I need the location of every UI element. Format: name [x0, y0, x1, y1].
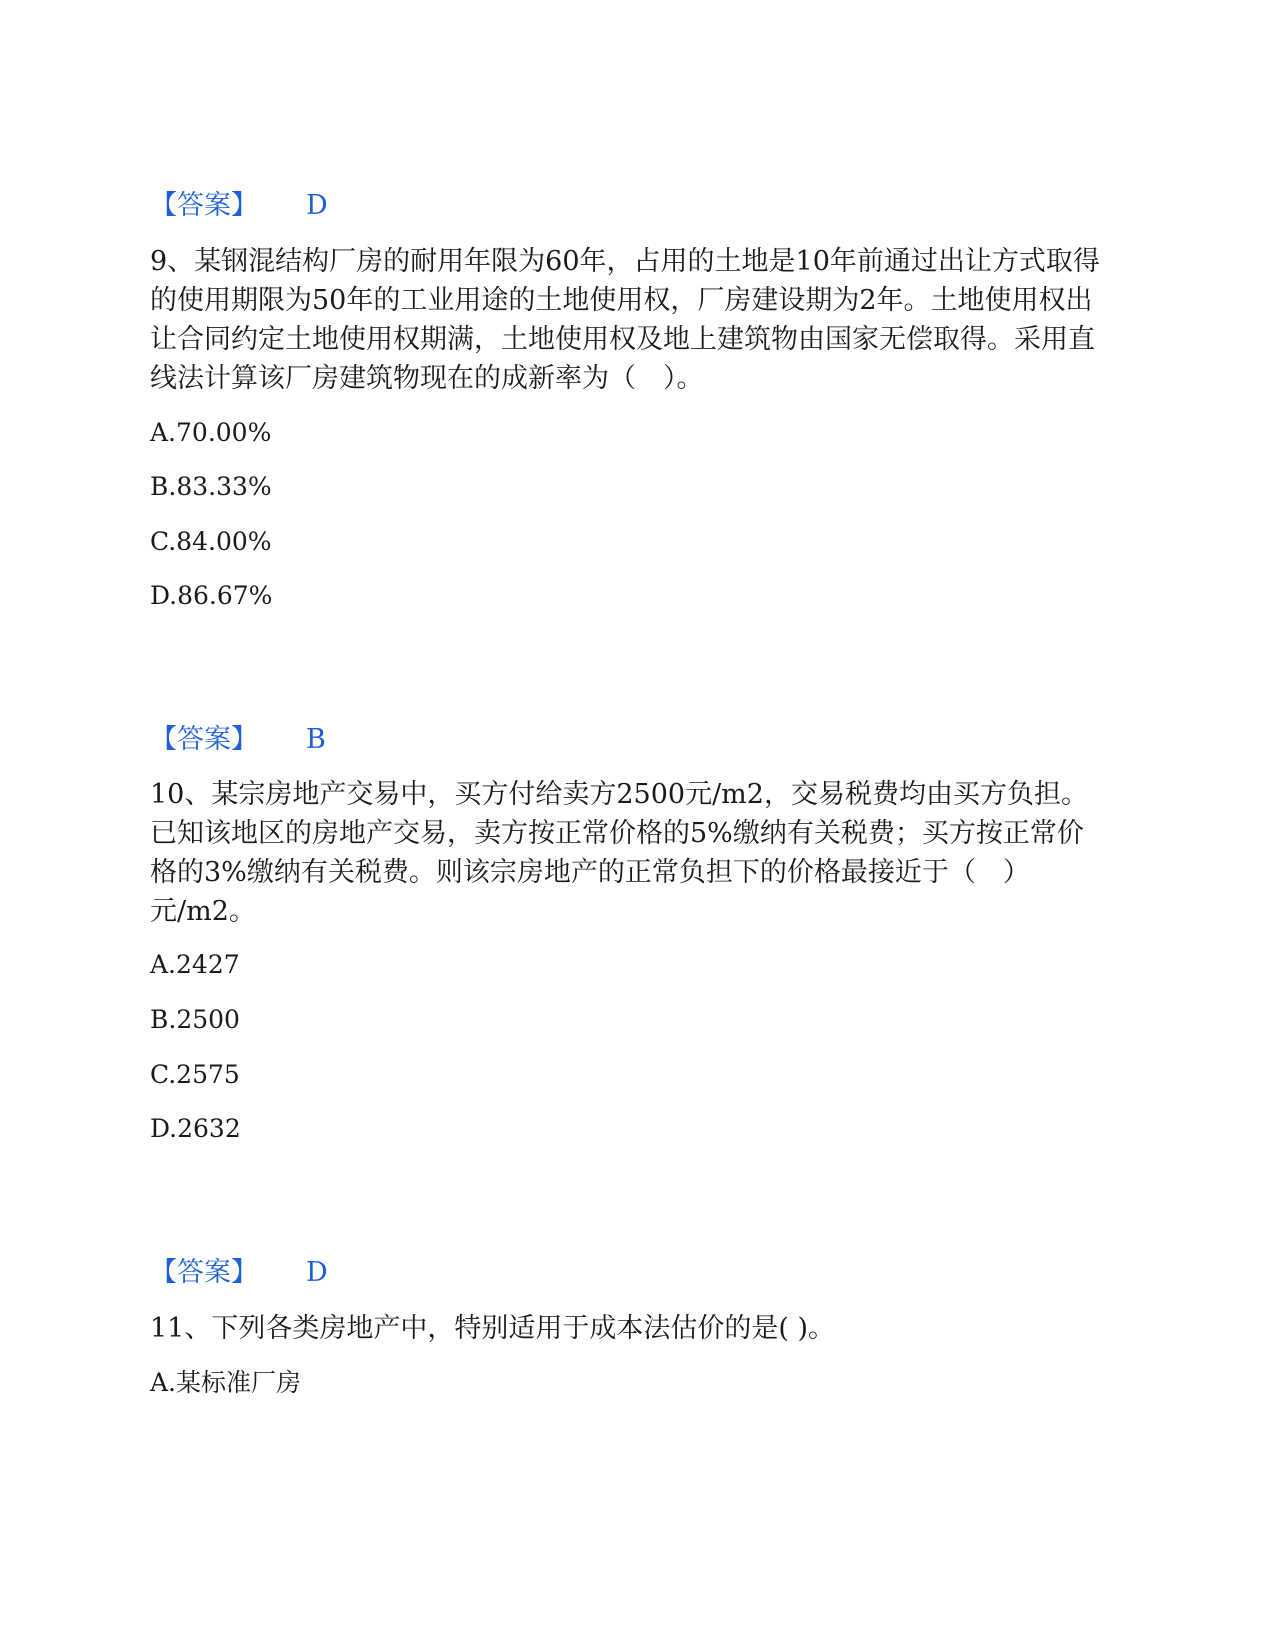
option-c: C.84.00%	[150, 527, 272, 556]
option-c: C.2575	[150, 1060, 240, 1089]
option-d: D.2632	[150, 1114, 241, 1143]
answer-value: D	[306, 1257, 328, 1288]
option-a: A.70.00%	[150, 418, 272, 447]
option-b: B.83.33%	[150, 472, 272, 501]
answer-label: 【答案】	[150, 1257, 258, 1288]
option-a: A.某标准厂房	[150, 1368, 302, 1397]
question-text: 10、某宗房地产交易中，买方付给卖方2500元/m2，交易税费均由买方负担。已知该地区的房地产交易，卖方按正常价格的5%缴纳有关税费；买方按正常价格的3%缴纳有关税费。则该宗房地产的正常负担下的价格最接近于（ ）元/m2。	[150, 779, 1088, 927]
answer-value: D	[306, 190, 328, 221]
answer-label: 【答案】	[150, 190, 258, 221]
option-b: B.2500	[150, 1005, 240, 1034]
option-a: A.2427	[150, 950, 240, 979]
answer-line	[150, 188, 1110, 224]
answer-line	[150, 1255, 1110, 1291]
answer-label: 【答案】	[150, 724, 258, 755]
answer-value: B	[306, 724, 326, 755]
answer-line	[150, 722, 1110, 758]
option-d: D.86.67%	[150, 581, 273, 610]
question-text: 11、下列各类房地产中，特别适用于成本法估价的是( )。	[150, 1313, 836, 1344]
question-text: 9、某钢混结构厂房的耐用年限为60年，占用的土地是10年前通过出让方式取得的使用期限为50年的工业用途的土地使用权，厂房建设期为2年。土地使用权出让合同约定土地使用权期满，土地使用权及地上建筑物由国家无偿取得。采用直线法计算该厂房建筑物现在的成新率为（ ）。	[150, 246, 1100, 394]
